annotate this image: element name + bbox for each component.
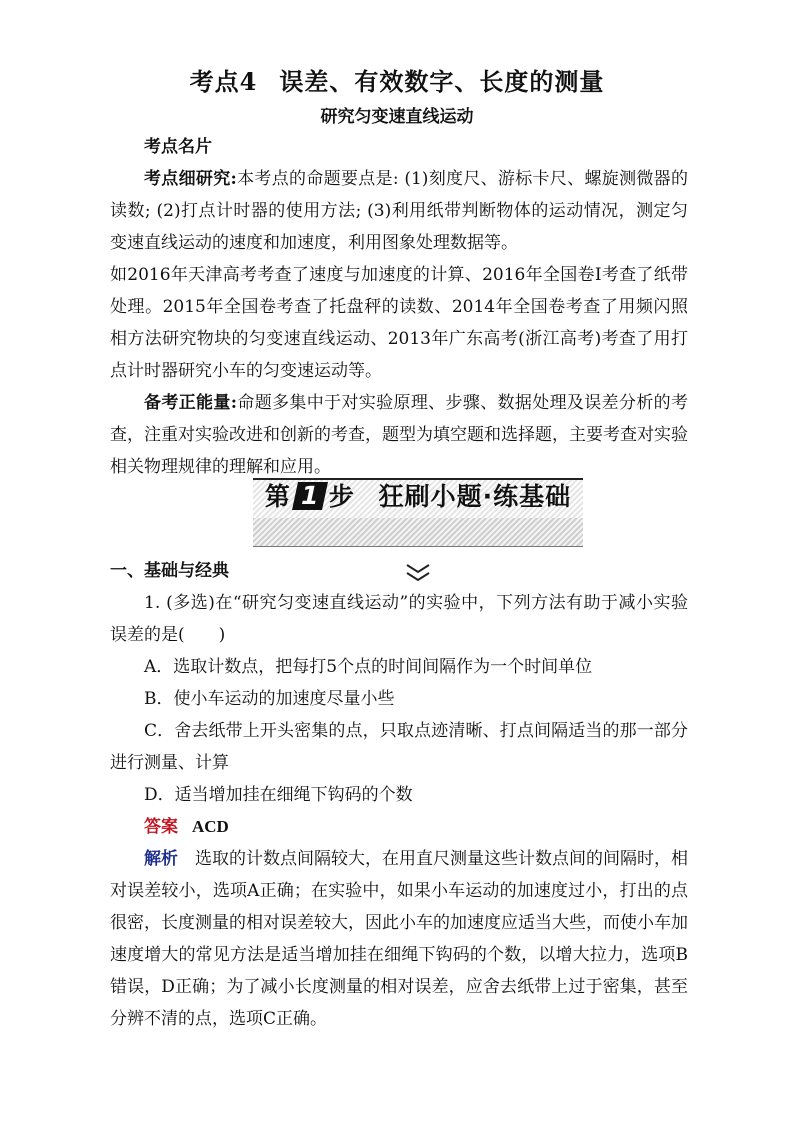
banner-text bbox=[253, 480, 583, 514]
research-paragraph bbox=[110, 163, 688, 259]
question-block bbox=[110, 555, 688, 1035]
energy-paragraph bbox=[110, 387, 688, 483]
answer-label: 答案 bbox=[144, 817, 178, 837]
page-subtitle: 研究匀变速直线运动 bbox=[320, 107, 474, 127]
analysis-paragraph bbox=[110, 843, 688, 1035]
option-b: B．使小车运动的加速度尽量小些 bbox=[144, 689, 395, 709]
energy-text: 命题多集中于对实验原理、步骤、数据处理及误差分析的考查，注重对实验改进和创新的考查，题型为填空题和选择题，主要考查对实验相关物理规律的理解和应用。 bbox=[110, 393, 689, 477]
question-stem-text: (多选)在“研究匀变速直线运动”的实验中，下列方法有助于减小实验误差的是( ) bbox=[110, 593, 688, 645]
step-banner bbox=[253, 478, 583, 546]
step-number-badge: 1 bbox=[292, 482, 328, 510]
research-text: 本考点的命题要点是: (1)刻度尺、游标卡尺、螺旋测微器的读数; (2)打点计时器的使用方法; (3)利用纸带判断物体的运动情况，测定匀变速直线运动的速度和加速度，利用图象处理数据等。 bbox=[110, 169, 688, 253]
card-heading: 考点名片 bbox=[144, 137, 212, 157]
analysis-text: 选取的计数点间隔较大，在用直尺测量这些计数点间的间隔时，相对误差较小，选项A正确；在实验中，如果小车运动的加速度过小，打出的点很密，长度测量的相对误差较大，因此小车的加速度应适当大些，而使小车加速度增大的常见方法是适当增加挂在细绳下钩码的个数，以增大拉力，选项B错误，D正确；为了减小长度测量的相对误差，应舍去纸带上过于密集，甚至分辨不清的点，选项C正确。 bbox=[110, 849, 688, 1029]
question-stem bbox=[110, 587, 688, 651]
analysis-label: 解析 bbox=[144, 849, 178, 869]
page-title bbox=[0, 62, 794, 97]
answer-value: ACD bbox=[192, 817, 229, 836]
energy-label: 备考正能量: bbox=[144, 393, 238, 413]
question-number: 1. bbox=[144, 593, 161, 613]
topic-card bbox=[110, 131, 688, 483]
section-heading: 一、基础与经典 bbox=[110, 561, 229, 581]
option-c: C．舍去纸带上开头密集的点，只取点迹清晰、打点间隔适当的那一部分进行测量、计算 bbox=[110, 721, 688, 773]
title-topic-number: 考点4 bbox=[189, 67, 258, 96]
option-a: A．选取计数点，把每打5个点的时间间隔作为一个时间单位 bbox=[144, 657, 593, 677]
research-label: 考点细研究: bbox=[144, 169, 237, 189]
title-topic-name: 误差、有效数字、长度的测量 bbox=[279, 67, 605, 96]
research-paragraph-continued: 如2016年天津高考考查了速度与加速度的计算、2016年全国卷Ⅰ考查了纸带处理。2015年全国卷考查了托盘秤的读数、2014年全国卷考查了用频闪照相方法研究物块的匀变速直线运动、2013年广东高考(浙江高考)考查了用打点计时器研究小车的匀变速运动等。 bbox=[110, 265, 688, 381]
banner-bottom-band bbox=[253, 518, 583, 547]
option-d: D．适当增加挂在细绳下钩码的个数 bbox=[144, 785, 413, 805]
answer-line bbox=[110, 811, 688, 843]
banner-prefix: 第 bbox=[264, 482, 291, 511]
banner-slogan: 狂刷小题·练基础 bbox=[378, 482, 572, 511]
banner-suffix: 步 bbox=[328, 482, 355, 511]
